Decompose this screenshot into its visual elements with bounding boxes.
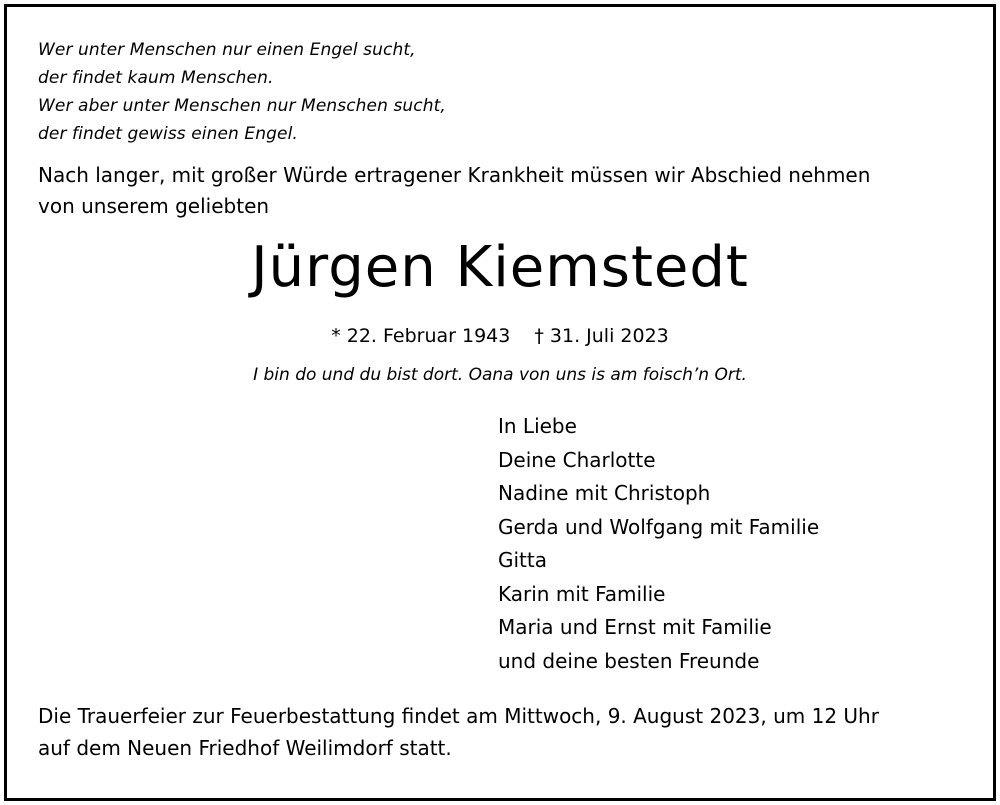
poem-line: der findet gewiss einen Engel. bbox=[38, 124, 298, 144]
intro-text bbox=[38, 160, 870, 222]
poem-line: Wer unter Menschen nur einen Engel sucht, bbox=[38, 40, 416, 60]
intro-line: von unserem geliebten bbox=[38, 194, 270, 218]
dialect-quote: I bin do und du bist dort. Oana von uns is am foisch’n Ort. bbox=[253, 365, 747, 385]
death-date: † 31. Juli 2023 bbox=[534, 325, 669, 347]
life-dates bbox=[0, 322, 1000, 350]
mourner-line: Maria und Ernst mit Familie bbox=[498, 615, 772, 639]
funeral-info bbox=[38, 700, 879, 764]
mourner-line: Nadine mit Christoph bbox=[498, 481, 711, 505]
deceased-name: Jürgen Kiemstedt bbox=[251, 235, 749, 300]
funeral-line: Die Trauerfeier zur Feuerbestattung findet am Mittwoch, 9. August 2023, um 12 Uhr bbox=[38, 704, 879, 728]
poem-line: Wer aber unter Menschen nur Menschen sucht, bbox=[38, 96, 446, 116]
poem bbox=[38, 36, 446, 148]
mourner-line: In Liebe bbox=[498, 414, 577, 438]
mourner-line: Gitta bbox=[498, 548, 547, 572]
birth-date: * 22. Februar 1943 bbox=[331, 325, 511, 347]
funeral-line: auf dem Neuen Friedhof Weilimdorf statt. bbox=[38, 736, 452, 760]
intro-line: Nach langer, mit großer Würde ertragener Krankheit müssen wir Abschied nehmen bbox=[38, 163, 871, 187]
mourner-line: Deine Charlotte bbox=[498, 447, 656, 472]
mourner-line: Karin mit Familie bbox=[498, 581, 666, 606]
mourners-list bbox=[498, 410, 819, 678]
mourner-line: Gerda und Wolfgang mit Familie bbox=[498, 514, 820, 539]
mourner-line: und deine besten Freunde bbox=[498, 648, 760, 673]
poem-line: der findet kaum Menschen. bbox=[38, 68, 274, 88]
